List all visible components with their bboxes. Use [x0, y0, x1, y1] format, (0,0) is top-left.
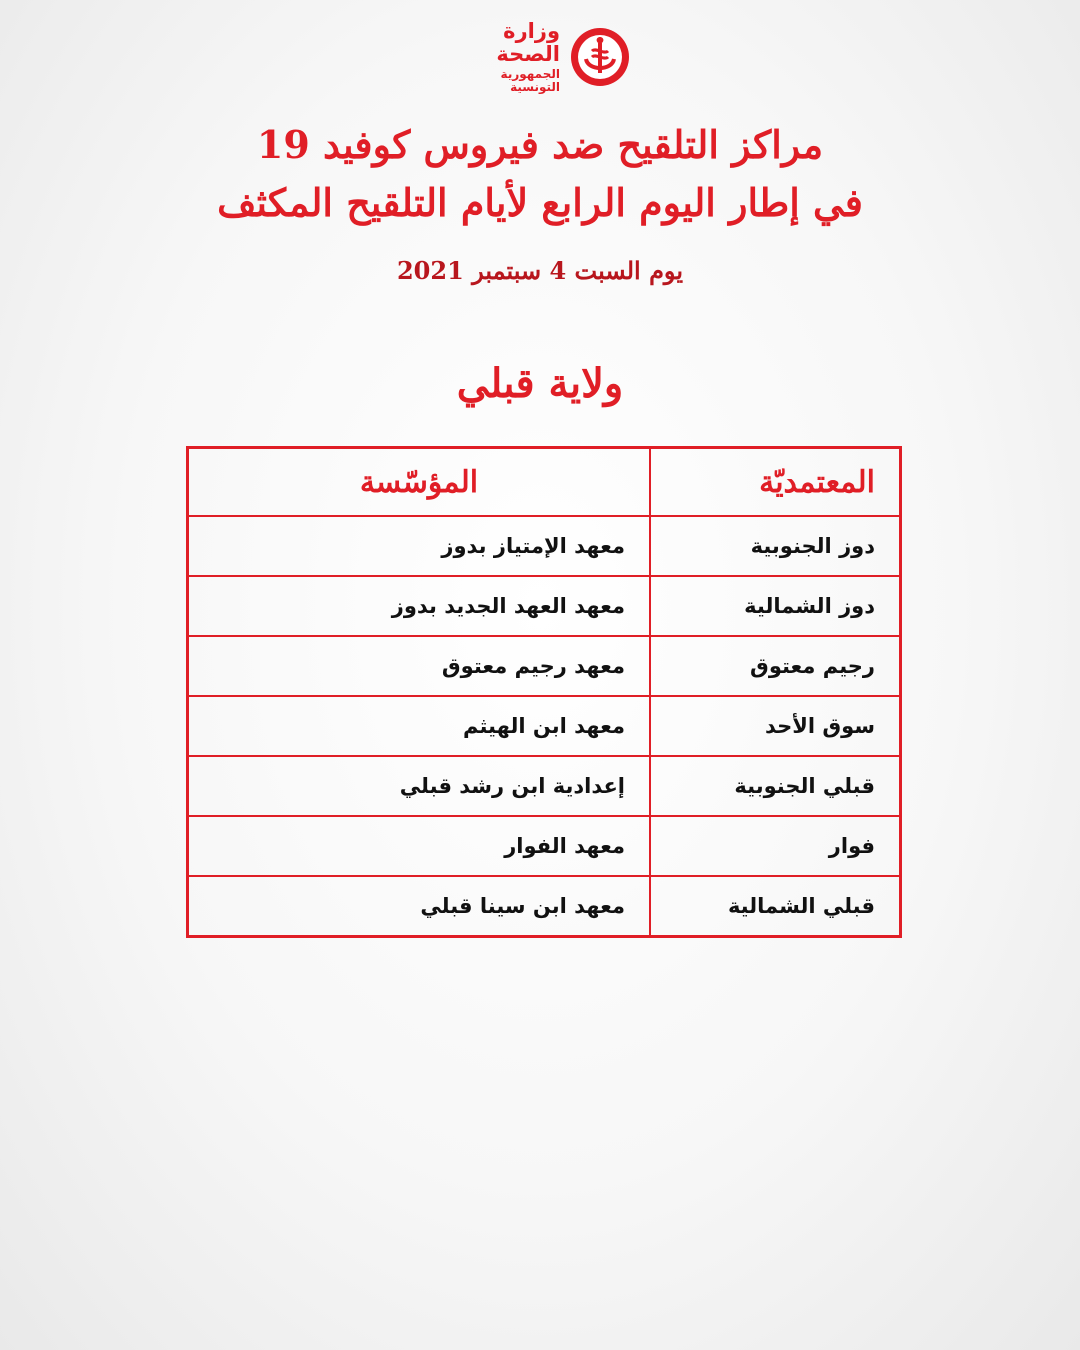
institution-cell: معهد ابن سينا قبلي: [188, 876, 651, 937]
table-row: [188, 516, 901, 576]
delegation-cell: دوز الشمالية: [650, 576, 901, 636]
delegation-cell: فوار: [650, 816, 901, 876]
delegation-cell: قبلي الجنوبية: [650, 756, 901, 816]
table-header-row: [188, 448, 901, 517]
header-delegation: المعتمديّة: [650, 448, 901, 517]
ministry-name: وزارة الصحة: [496, 18, 560, 66]
vaccination-centers-table: [186, 446, 902, 938]
delegation-cell: دوز الجنوبية: [650, 516, 901, 576]
governorate-heading: ولاية قبلي: [456, 360, 624, 407]
page-title-line-2: في إطار اليوم الرابع لأيام التلقيح المكثف: [217, 180, 863, 225]
table-row: [188, 756, 901, 816]
institution-cell: معهد رجيم معتوق: [188, 636, 651, 696]
ministry-emblem-icon: [568, 25, 632, 89]
header-institution: المؤسّسة: [188, 448, 651, 517]
table-row: [188, 876, 901, 937]
delegation-cell: سوق الأحد: [650, 696, 901, 756]
institution-cell: إعدادية ابن رشد قبلي: [188, 756, 651, 816]
table-row: [188, 576, 901, 636]
logo-text: [452, 20, 560, 95]
institution-cell: معهد الإمتياز بدوز: [188, 516, 651, 576]
delegation-cell: قبلي الشمالية: [650, 876, 901, 937]
table-row: [188, 816, 901, 876]
page-title-line-1: مراكز التلقيح ضد فيروس كوفيد 19: [256, 122, 824, 167]
table-row: [188, 696, 901, 756]
date-line: يوم السبت 4 سبتمبر 2021: [396, 256, 684, 285]
table-row: [188, 636, 901, 696]
institution-cell: معهد ابن الهيثم: [188, 696, 651, 756]
delegation-cell: رجيم معتوق: [650, 636, 901, 696]
ministry-logo: [452, 18, 632, 95]
institution-cell: معهد العهد الجديد بدوز: [188, 576, 651, 636]
institution-cell: معهد الفوار: [188, 816, 651, 876]
republic-name: الجمهورية التونسية: [500, 66, 560, 95]
